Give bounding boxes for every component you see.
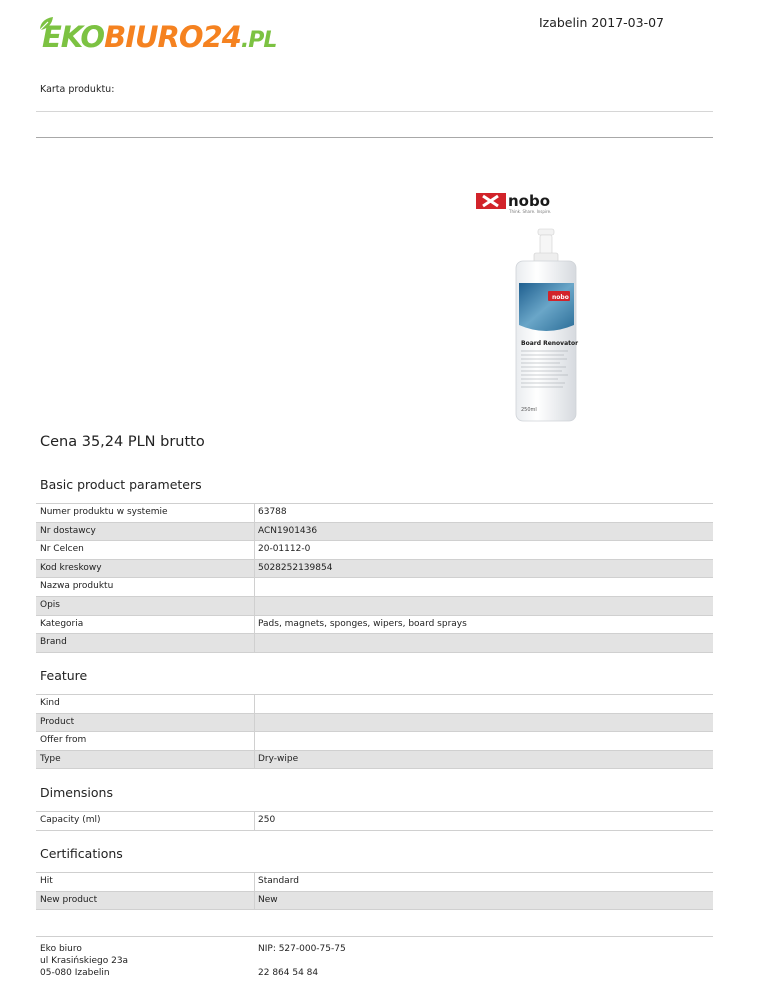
row-value bbox=[255, 597, 713, 615]
price: Cena 35,24 PLN brutto bbox=[40, 434, 205, 450]
nobo-tagline: Think. Share. Inspire. bbox=[509, 209, 552, 214]
card-label: Karta produktu: bbox=[40, 84, 115, 95]
nobo-logo-text: nobo bbox=[508, 192, 551, 210]
logo-pl: .PL bbox=[240, 28, 277, 53]
logo-wordmark bbox=[42, 20, 276, 54]
row-value: Standard bbox=[258, 876, 299, 886]
logo-eko: EKO bbox=[42, 20, 105, 54]
section-certifications bbox=[36, 847, 713, 910]
row-key: Nr dostawcy bbox=[36, 523, 255, 541]
row-value: 5028252139854 bbox=[258, 562, 333, 573]
row-value: New bbox=[258, 894, 278, 905]
section-title: Certifications bbox=[36, 847, 713, 873]
row-value bbox=[255, 578, 713, 596]
table-row bbox=[36, 751, 713, 770]
place-date: Izabelin 2017-03-07 bbox=[538, 15, 664, 30]
footer-address bbox=[40, 943, 128, 979]
bottle-label: Board Renovator bbox=[521, 340, 579, 347]
row-value bbox=[255, 634, 713, 652]
section-title: Basic product parameters bbox=[36, 478, 713, 504]
table-row bbox=[36, 732, 713, 751]
row-key: New product bbox=[36, 892, 255, 910]
row-key: Opis bbox=[36, 597, 255, 615]
section-basic-parameters bbox=[36, 478, 713, 653]
table-row bbox=[36, 634, 713, 653]
row-key: Kategoria bbox=[36, 616, 255, 634]
table-row bbox=[36, 892, 713, 911]
section-feature bbox=[36, 669, 713, 769]
row-value: Pads, magnets, sponges, wipers, board sprays bbox=[258, 618, 467, 629]
row-key: Capacity (ml) bbox=[36, 812, 255, 830]
row-key: Brand bbox=[36, 634, 255, 652]
row-value: 63788 bbox=[258, 507, 287, 517]
row-value bbox=[255, 695, 713, 713]
row-key: Nr Celcen bbox=[36, 541, 255, 559]
table-row bbox=[36, 597, 713, 616]
row-key: Numer produktu w systemie bbox=[36, 504, 255, 522]
footer-street: ul Krasińskiego 23a bbox=[40, 956, 129, 966]
row-key: Kind bbox=[36, 695, 255, 713]
divider bbox=[36, 111, 713, 112]
section-title: Dimensions bbox=[36, 786, 713, 812]
table-row bbox=[36, 695, 713, 714]
row-key: Nazwa produktu bbox=[36, 578, 255, 596]
divider bbox=[36, 137, 713, 138]
row-key: Kod kreskowy bbox=[36, 560, 255, 578]
table-row bbox=[36, 812, 713, 831]
section-dimensions bbox=[36, 786, 713, 831]
row-value bbox=[255, 714, 713, 732]
footer-contact bbox=[258, 943, 346, 979]
table-row bbox=[36, 578, 713, 597]
ekobiuro24-logo bbox=[38, 14, 288, 56]
table-row bbox=[36, 541, 713, 560]
table-row bbox=[36, 560, 713, 579]
row-key: Hit bbox=[36, 873, 255, 891]
table-row bbox=[36, 504, 713, 523]
row-key: Type bbox=[36, 751, 255, 769]
bottle-volume: 250ml bbox=[521, 407, 537, 413]
footer-divider bbox=[36, 936, 713, 937]
svg-text:nobo: nobo bbox=[552, 294, 569, 301]
table-row bbox=[36, 714, 713, 733]
row-value: ACN1901436 bbox=[258, 525, 318, 536]
footer-company: Eko biuro bbox=[40, 944, 82, 954]
footer-city: 05-080 Izabelin bbox=[40, 968, 110, 978]
product-image bbox=[470, 175, 588, 435]
row-key: Offer from bbox=[36, 732, 255, 750]
row-key: Product bbox=[36, 714, 255, 732]
row-value: 250 bbox=[258, 815, 276, 825]
table-row bbox=[36, 873, 713, 892]
row-value: Dry-wipe bbox=[258, 753, 299, 764]
footer-phone: 22 864 54 84 bbox=[258, 968, 319, 978]
section-title: Feature bbox=[36, 669, 713, 695]
row-value: 20-01112-0 bbox=[258, 544, 311, 555]
table-row bbox=[36, 616, 713, 635]
logo-biuro: BIURO24 bbox=[104, 20, 241, 54]
footer-nip: NIP: 527-000-75-75 bbox=[258, 944, 346, 954]
row-value bbox=[255, 732, 713, 750]
table-row bbox=[36, 523, 713, 542]
